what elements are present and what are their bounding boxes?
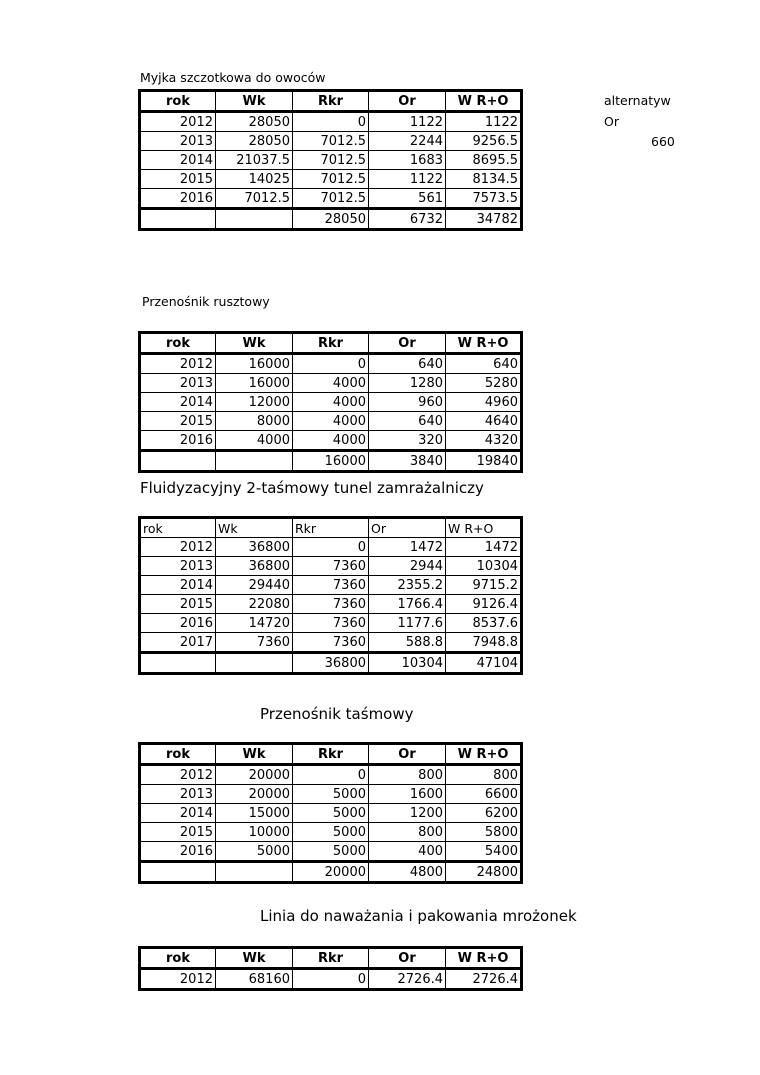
cell: 2016 <box>140 189 216 209</box>
cell <box>216 209 293 230</box>
cell: 7012.5 <box>216 189 293 209</box>
cell: 2014 <box>140 151 216 170</box>
cell: 21037.5 <box>216 151 293 170</box>
header-cell: rok <box>140 518 216 538</box>
cell: 1683 <box>369 151 446 170</box>
table-row <box>140 595 522 614</box>
header-cell: Wk <box>216 333 293 354</box>
header-cell: Rkr <box>293 333 369 354</box>
cell: 800 <box>369 765 446 785</box>
cell: 6732 <box>369 209 446 230</box>
header-cell: rok <box>140 744 216 765</box>
cell: 5000 <box>293 785 369 804</box>
header-cell: rok <box>140 333 216 354</box>
cell: 8537.6 <box>446 614 522 633</box>
cell: 7360 <box>293 595 369 614</box>
total-row <box>140 653 522 674</box>
cell: 800 <box>446 765 522 785</box>
cell: 0 <box>293 354 369 374</box>
cell: 8695.5 <box>446 151 522 170</box>
cell: 1177.6 <box>369 614 446 633</box>
cell: 960 <box>369 393 446 412</box>
cell <box>140 653 216 674</box>
cell: 19840 <box>446 451 522 472</box>
cell: 20000 <box>293 862 369 883</box>
cell: 2013 <box>140 557 216 576</box>
table-row <box>140 170 522 189</box>
cell: 800 <box>369 823 446 842</box>
table-row <box>140 151 522 170</box>
table-row <box>140 633 522 653</box>
header-cell: W R+O <box>446 91 522 112</box>
cell: 14720 <box>216 614 293 633</box>
cell: 4640 <box>446 412 522 431</box>
header-cell: W R+O <box>446 518 522 538</box>
cell: 0 <box>293 112 369 132</box>
cell: 8000 <box>216 412 293 431</box>
header-cell: W R+O <box>446 948 522 969</box>
data-table <box>138 516 523 675</box>
header-cell: Or <box>369 744 446 765</box>
header-row <box>140 518 522 538</box>
cell: 5400 <box>446 842 522 862</box>
cell: 6600 <box>446 785 522 804</box>
cell: 4000 <box>293 431 369 451</box>
header-cell: Rkr <box>293 518 369 538</box>
cell: 5800 <box>446 823 522 842</box>
cell: 9256.5 <box>446 132 522 151</box>
cell: 0 <box>293 765 369 785</box>
header-cell: W R+O <box>446 744 522 765</box>
cell: 4960 <box>446 393 522 412</box>
data-table <box>138 742 523 884</box>
cell: 2726.4 <box>446 969 522 990</box>
cell: 4800 <box>369 862 446 883</box>
cell: 2013 <box>140 374 216 393</box>
cell: 1600 <box>369 785 446 804</box>
data-table <box>138 946 523 991</box>
header-cell: Rkr <box>293 744 369 765</box>
cell: 7012.5 <box>293 151 369 170</box>
cell: 2012 <box>140 969 216 990</box>
cell: 2015 <box>140 412 216 431</box>
cell: 1122 <box>446 112 522 132</box>
cell: 7573.5 <box>446 189 522 209</box>
cell: 16000 <box>216 374 293 393</box>
header-row <box>140 91 522 112</box>
header-cell: rok <box>140 91 216 112</box>
table-row <box>140 969 522 990</box>
cell: 2015 <box>140 595 216 614</box>
cell <box>216 862 293 883</box>
total-row <box>140 209 522 230</box>
cell: 640 <box>369 354 446 374</box>
cell: 9126.4 <box>446 595 522 614</box>
cell: 10304 <box>446 557 522 576</box>
cell: 0 <box>293 538 369 557</box>
cell: 9715.2 <box>446 576 522 595</box>
cell <box>140 209 216 230</box>
cell: 2015 <box>140 170 216 189</box>
cell: 5000 <box>293 823 369 842</box>
data-table <box>138 331 523 473</box>
cell: 36800 <box>293 653 369 674</box>
header-row <box>140 744 522 765</box>
cell: 2012 <box>140 765 216 785</box>
table-row <box>140 354 522 374</box>
cell: 2012 <box>140 112 216 132</box>
cell: 2016 <box>140 614 216 633</box>
table-title: Linia do naważania i pakowania mrożonek <box>260 907 577 925</box>
header-cell: Or <box>369 91 446 112</box>
table-row <box>140 842 522 862</box>
cell: 12000 <box>216 393 293 412</box>
cell: 1472 <box>446 538 522 557</box>
table-row <box>140 823 522 842</box>
cell: 20000 <box>216 765 293 785</box>
cell: 1122 <box>369 112 446 132</box>
cell: 640 <box>446 354 522 374</box>
table-row <box>140 785 522 804</box>
cell: 4000 <box>293 412 369 431</box>
cell: 7360 <box>216 633 293 653</box>
cell: 400 <box>369 842 446 862</box>
table-row <box>140 576 522 595</box>
cell: 29440 <box>216 576 293 595</box>
header-cell: Rkr <box>293 948 369 969</box>
cell: 2017 <box>140 633 216 653</box>
cell: 10304 <box>369 653 446 674</box>
table-row <box>140 393 522 412</box>
cell: 2012 <box>140 354 216 374</box>
table-title: Myjka szczotkowa do owoców <box>140 70 326 85</box>
cell: 2944 <box>369 557 446 576</box>
cell: 34782 <box>446 209 522 230</box>
cell: 1472 <box>369 538 446 557</box>
side-note-label: alternatyw <box>604 93 671 108</box>
cell: 7360 <box>293 633 369 653</box>
cell: 16000 <box>293 451 369 472</box>
header-cell: rok <box>140 948 216 969</box>
cell: 0 <box>293 969 369 990</box>
cell <box>216 451 293 472</box>
cell: 640 <box>369 412 446 431</box>
total-row <box>140 862 522 883</box>
cell: 5000 <box>293 842 369 862</box>
cell: 16000 <box>216 354 293 374</box>
cell: 2244 <box>369 132 446 151</box>
header-cell: Or <box>369 518 446 538</box>
header-cell: Wk <box>216 91 293 112</box>
header-cell: Wk <box>216 518 293 538</box>
table-title: Przenośnik taśmowy <box>260 705 414 723</box>
cell: 2726.4 <box>369 969 446 990</box>
table-row <box>140 412 522 431</box>
table-title: Przenośnik rusztowy <box>142 294 270 309</box>
header-row <box>140 333 522 354</box>
header-row <box>140 948 522 969</box>
header-cell: Or <box>369 948 446 969</box>
cell: 5280 <box>446 374 522 393</box>
total-row <box>140 451 522 472</box>
table-row <box>140 112 522 132</box>
cell: 20000 <box>216 785 293 804</box>
cell: 2016 <box>140 842 216 862</box>
cell: 588.8 <box>369 633 446 653</box>
cell: 5000 <box>216 842 293 862</box>
cell: 1766.4 <box>369 595 446 614</box>
cell: 320 <box>369 431 446 451</box>
cell: 1122 <box>369 170 446 189</box>
cell: 3840 <box>369 451 446 472</box>
cell: 22080 <box>216 595 293 614</box>
table-row <box>140 431 522 451</box>
cell: 2355.2 <box>369 576 446 595</box>
cell: 561 <box>369 189 446 209</box>
side-note-label: Or <box>604 114 619 129</box>
cell: 4000 <box>216 431 293 451</box>
cell: 1280 <box>369 374 446 393</box>
table-row <box>140 804 522 823</box>
cell: 36800 <box>216 557 293 576</box>
cell: 2016 <box>140 431 216 451</box>
cell: 2013 <box>140 785 216 804</box>
table-row <box>140 132 522 151</box>
cell: 7360 <box>293 576 369 595</box>
cell: 2014 <box>140 804 216 823</box>
cell: 15000 <box>216 804 293 823</box>
table-row <box>140 374 522 393</box>
cell: 28050 <box>216 132 293 151</box>
cell <box>140 451 216 472</box>
cell: 4000 <box>293 374 369 393</box>
cell: 1200 <box>369 804 446 823</box>
cell: 7360 <box>293 557 369 576</box>
cell: 7012.5 <box>293 189 369 209</box>
data-table <box>138 89 523 231</box>
cell <box>216 653 293 674</box>
cell: 8134.5 <box>446 170 522 189</box>
table-row <box>140 765 522 785</box>
header-cell: Rkr <box>293 91 369 112</box>
cell <box>140 862 216 883</box>
cell: 24800 <box>446 862 522 883</box>
cell: 2014 <box>140 393 216 412</box>
cell: 6200 <box>446 804 522 823</box>
cell: 28050 <box>216 112 293 132</box>
header-cell: Wk <box>216 948 293 969</box>
header-cell: Or <box>369 333 446 354</box>
cell: 14025 <box>216 170 293 189</box>
cell: 4000 <box>293 393 369 412</box>
cell: 7012.5 <box>293 170 369 189</box>
cell: 5000 <box>293 804 369 823</box>
cell: 36800 <box>216 538 293 557</box>
cell: 28050 <box>293 209 369 230</box>
cell: 7012.5 <box>293 132 369 151</box>
cell: 7948.8 <box>446 633 522 653</box>
cell: 10000 <box>216 823 293 842</box>
table-row <box>140 538 522 557</box>
side-note-value: 660 <box>651 134 675 149</box>
header-cell: Wk <box>216 744 293 765</box>
cell: 4320 <box>446 431 522 451</box>
cell: 2012 <box>140 538 216 557</box>
cell: 7360 <box>293 614 369 633</box>
header-cell: W R+O <box>446 333 522 354</box>
table-row <box>140 557 522 576</box>
cell: 2013 <box>140 132 216 151</box>
cell: 2014 <box>140 576 216 595</box>
cell: 2015 <box>140 823 216 842</box>
table-row <box>140 189 522 209</box>
table-row <box>140 614 522 633</box>
table-title: Fluidyzacyjny 2-taśmowy tunel zamrażalniczy <box>140 479 484 497</box>
cell: 68160 <box>216 969 293 990</box>
cell: 47104 <box>446 653 522 674</box>
